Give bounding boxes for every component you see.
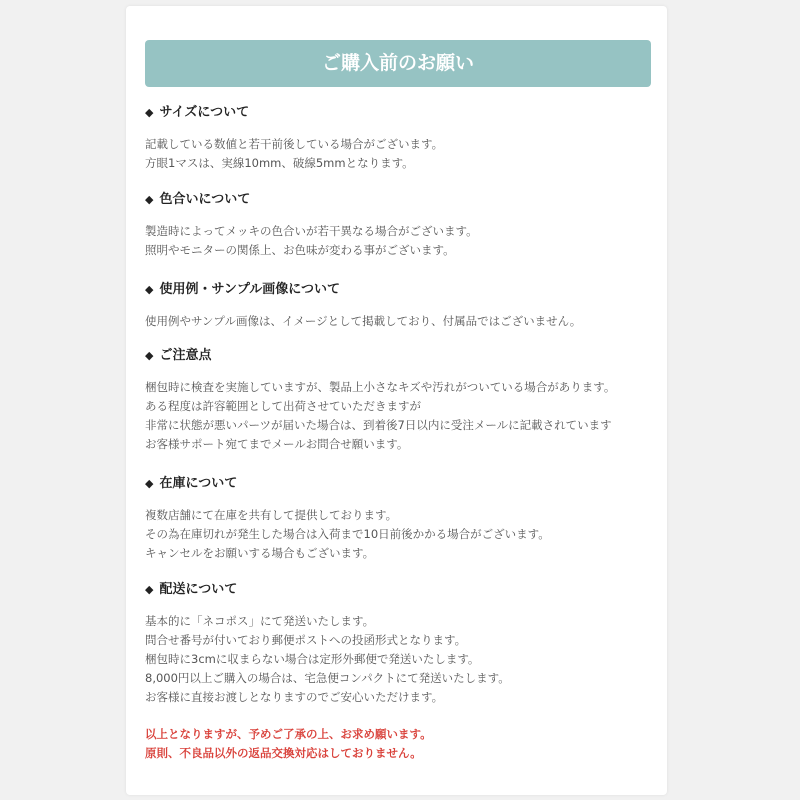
diamond-bullet-icon: ◆ [145, 106, 154, 119]
body-line: キャンセルをお願いする場合もございます。 [145, 546, 375, 560]
section-body [145, 222, 645, 260]
body-line: 非常に状態が悪いパーツが届いた場合は、到着後7日以内に受注メールに記載されています [145, 418, 612, 432]
section [145, 190, 645, 260]
section-body [145, 612, 645, 707]
section [145, 474, 645, 563]
body-line: 梱包時に検査を実施していますが、製品上小さなキズや汚れがついている場合があります。 [145, 380, 616, 394]
diamond-bullet-icon: ◆ [145, 193, 154, 206]
body-line: お客様サポート宛てまでメールお問合せ願います。 [145, 437, 409, 451]
body-line: 問合せ番号が付いており郵便ポストへの投函形式となります。 [145, 633, 467, 647]
section-body [145, 506, 645, 563]
section-heading-text: サイズについて [159, 105, 250, 120]
section-heading-text: ご注意点 [159, 348, 212, 363]
body-line: 8,000円以上ご購入の場合は、宅急便コンパクトにて発送いたします。 [145, 671, 510, 685]
section [145, 103, 645, 173]
body-line: 使用例やサンプル画像は、イメージとして掲載しており、付属品ではございません。 [145, 314, 582, 328]
section-heading [145, 346, 645, 366]
section-heading-text: 使用例・サンプル画像について [159, 282, 341, 297]
closing-notice [145, 725, 432, 763]
section-heading [145, 103, 645, 123]
body-line: その為在庫切れが発生した場合は入荷まで10日前後かかる場合がございます。 [145, 527, 550, 541]
section-heading [145, 580, 645, 600]
section [145, 280, 645, 331]
diamond-bullet-icon: ◆ [145, 477, 154, 490]
body-line: お客様に直接お渡しとなりますのでご安心いただけます。 [145, 690, 444, 704]
section [145, 580, 645, 707]
page-title: ご購入前のお願い [145, 40, 651, 87]
body-line: 方眼1マスは、実線10mm、破線5mmとなります。 [145, 156, 414, 170]
body-line: 製造時によってメッキの色合いが若干異なる場合がございます。 [145, 224, 478, 238]
diamond-bullet-icon: ◆ [145, 583, 154, 596]
section-heading-text: 在庫について [159, 476, 238, 491]
section-heading-text: 色合いについて [159, 192, 251, 207]
section-heading-text: 配送について [159, 582, 238, 597]
notice-line: 原則、不良品以外の返品交換対応はしておりません。 [145, 746, 422, 760]
body-line: 記載している数値と若干前後している場合がございます。 [145, 137, 444, 151]
section-heading [145, 474, 645, 494]
body-line: 複数店舗にて在庫を共有して提供しております。 [145, 508, 398, 522]
section-heading [145, 190, 645, 210]
section-body [145, 378, 645, 454]
section-heading [145, 280, 645, 300]
body-line: 基本的に「ネコポス」にて発送いたします。 [145, 614, 375, 628]
notice-line: 以上となりますが、予めご了承の上、お求め願います。 [145, 727, 432, 741]
diamond-bullet-icon: ◆ [145, 349, 154, 362]
body-line: 照明やモニターの関係上、お色味が変わる事がございます。 [145, 243, 455, 257]
diamond-bullet-icon: ◆ [145, 283, 154, 296]
section-body [145, 312, 645, 331]
section [145, 346, 645, 454]
notice-card [126, 6, 667, 795]
body-line: 梱包時に3cmに収まらない場合は定形外郵便で発送いたします。 [145, 652, 480, 666]
section-body [145, 135, 645, 173]
body-line: ある程度は許容範囲として出荷させていただきますが [145, 399, 421, 413]
